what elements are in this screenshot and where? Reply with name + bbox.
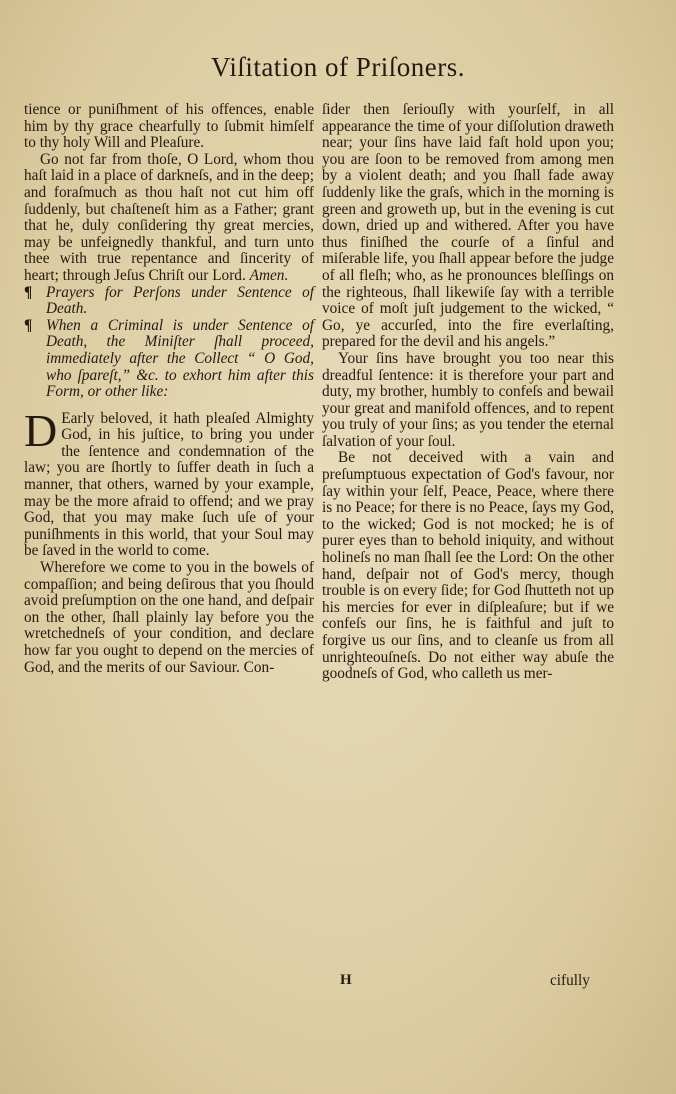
- page-title: Viſitation of Priſoners.: [210, 52, 466, 82]
- rubric-prayers-text: Prayers for Perſons under Sentence of Death.: [46, 283, 314, 318]
- left-paragraph-1: tience or puniſhment of his offences, enable him by thy grace chearfully to ſubmit himſelf to thy holy Will and Pleaſure.: [24, 101, 314, 152]
- right-paragraph-2: Your ſins have brought you too near this dreadful ſentence: it is therefore your part and duty, my brother, humbly to confeſs and bewail your great and manifold offences, and to repent you truly of your ſins; as you tender the eternal ſalvation of your ſoul.: [322, 349, 614, 450]
- right-column: [322, 102, 614, 683]
- amen-text: Amen.: [249, 266, 289, 284]
- exhortation-paragraph: [24, 404, 314, 560]
- catchword: cifully: [550, 972, 590, 989]
- rubric-instruction: [24, 318, 314, 401]
- left-column: [24, 102, 314, 676]
- right-paragraph-1: ſider then ſeriouſly with yourſelf, in all appearance the time of your diſſolution draweth near; your ſins have laid faſt hold upon you; you are ſoon to be removed from among men by a violent death; and you ſhall fade away ſuddenly like the graſs, which in the morning is green and groweth up, but in the evening is cut down, dried up and withered. After you have thus finiſhed the courſe of a ſinful and miſerable life, you ſhall appear before the judge of all fleſh; who, as he pronounces bleſſings on the righteous, ſhall likewiſe ſay with a terrible voice of moſt juſt judgement to the wicked, “ Go, ye accurſed, into the fire everlaſting, prepared for the devil and his angels.”: [322, 101, 614, 351]
- pilcrow-icon: ¶: [24, 316, 33, 334]
- right-paragraph-3: Be not deceived with a vain and preſumptuous expectation of God's favour, nor ſay within your ſelf, Peace, Peace, where there is no Peace; for there is no Peace, ſays my God, to the wicked; God is not mocked; he is of purer eyes than to behold iniquity, and without holineſs no man ſhall ſee the Lord: On the other hand, deſpair not of God's mercy, though trouble is on every ſide; for God ſhutteth not up his mercies for ever in diſpleaſure; but if we confeſs our ſins, he is faithful and juſt to forgive us our ſins, and to cleanſe us from all unrighteouſneſs. Do not either way abuſe the goodneſs of God, who calleth us mer-: [322, 449, 614, 683]
- exhortation-text: Early beloved, it hath pleaſed Almighty God, in his juſtice, to bring you under the ſentence and condemnation of the law; you are ſhortly to ſuffer death in ſuch a manner, that others, warned by your example, may be the more afraid to offend; and we pray God, that you may make ſuch uſe of your puniſhments in this world, that your Soul may be ſaved in the world to come.: [24, 409, 314, 560]
- rubric-instruction-text: When a Criminal is under Sentence of Death, the Miniſter ſhall proceed, immediately after the Collect “ O God, who ſpareſt,” &c. to exhort him after this Form, or other like:: [46, 316, 314, 401]
- signature-mark: H: [340, 972, 352, 988]
- left-paragraph-2: [24, 152, 314, 285]
- left-paragraph-2-text: Go not far from thoſe, O Lord, whom thou haſt laid in a place of darkneſs, and in the deep; and foraſmuch as thou haſt not cut him off ſuddenly, but chaſteneſt him as a Father; grant that he, duly conſidering thy great mercies, may be unfeignedly thankful, and turn unto thee with true repentance and ſincerity of heart; through Jeſus Chriſt our Lord.: [24, 150, 314, 284]
- left-paragraph-4: Wherefore we come to you in the bowels of compaſſion; and being deſirous that you ſhould avoid preſumption on the one hand, and deſpair on the other, ſhall plainly lay before you the wretchedneſs of your condition, and declare how far you ought to depend on the mercies of God, and the merits of our Saviour. Con-: [24, 559, 314, 676]
- pilcrow-icon: ¶: [24, 283, 33, 301]
- rubric-prayers-heading: [24, 285, 314, 318]
- drop-cap-letter: D: [24, 404, 58, 456]
